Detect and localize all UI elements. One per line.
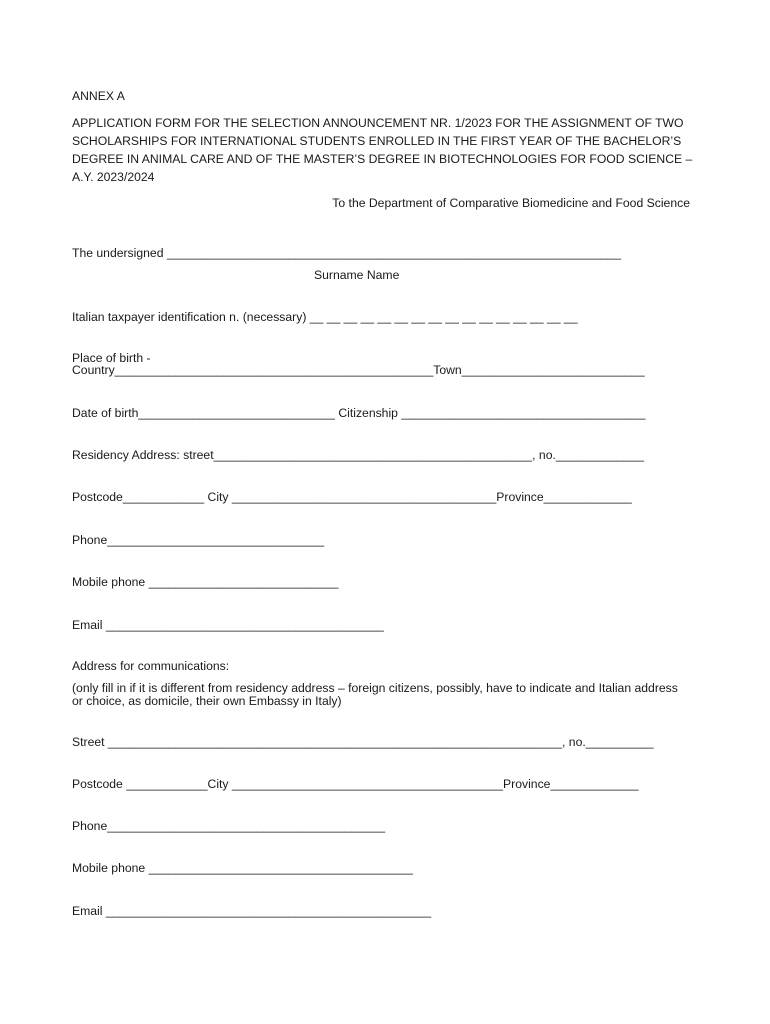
form-title: APPLICATION FORM FOR THE SELECTION ANNOUNCEMENT NR. 1/2023 FOR THE ASSIGNMENT OF TWO SCHOLARSHIPS FOR INTERNATIONAL STUDENTS ENROLLED IN THE FIRST YEAR OF THE BACHELOR’S DEGREE IN ANIMAL CARE AND OF THE MASTER’S DEGREE IN BIOTECHNOLOGIES FOR FOOD SCIENCE – A.Y. 2023/2024 <box>72 116 693 184</box>
undersigned-field[interactable]: The undersigned ___________________________________________________________________ <box>72 246 621 260</box>
email-field[interactable]: Email _________________________________________ <box>72 618 384 632</box>
residency-postcode-city-province-field[interactable]: Postcode____________ City _______________________________________Province_____________ <box>72 490 632 504</box>
place-of-birth-label: Place of birth - <box>72 351 151 365</box>
phone-field[interactable]: Phone________________________________ <box>72 533 325 547</box>
mobile-phone-field[interactable]: Mobile phone ____________________________ <box>72 575 339 589</box>
comm-postcode-city-province-field[interactable]: Postcode ____________City ________________________________________Province_____________ <box>72 777 639 791</box>
comm-phone-field[interactable]: Phone_________________________________________ <box>72 819 386 833</box>
comm-street-field[interactable]: Street ___________________________________________________________________, no.__________ <box>72 735 654 749</box>
date-of-birth-citizenship-field[interactable]: Date of birth_____________________________ Citizenship ____________________________________ <box>72 406 646 420</box>
residency-street-field[interactable]: Residency Address: street_______________________________________________, no._____________ <box>72 448 644 462</box>
comm-mobile-phone-field[interactable]: Mobile phone _______________________________________ <box>72 861 413 875</box>
annex-label: ANNEX A <box>72 89 125 103</box>
taxpayer-id-field[interactable]: Italian taxpayer identification n. (necessary) __ __ __ __ __ __ __ __ __ __ __ __ __ __ __ __ <box>72 310 578 324</box>
comm-email-field[interactable]: Email ________________________________________________ <box>72 904 432 918</box>
recipient-line: To the Department of Comparative Biomedicine and Food Science <box>332 196 690 210</box>
surname-name-caption: Surname Name <box>314 268 400 282</box>
place-of-birth-block <box>72 352 645 376</box>
communications-note: (only fill in if it is different from residency address – foreign citizens, possibly, have to indicate and Italian address or choice, as domicile, their own Embassy in Italy) <box>72 681 678 708</box>
place-of-birth-field[interactable]: Country_______________________________________________Town___________________________ <box>72 363 645 377</box>
communications-heading: Address for communications: <box>72 659 230 673</box>
